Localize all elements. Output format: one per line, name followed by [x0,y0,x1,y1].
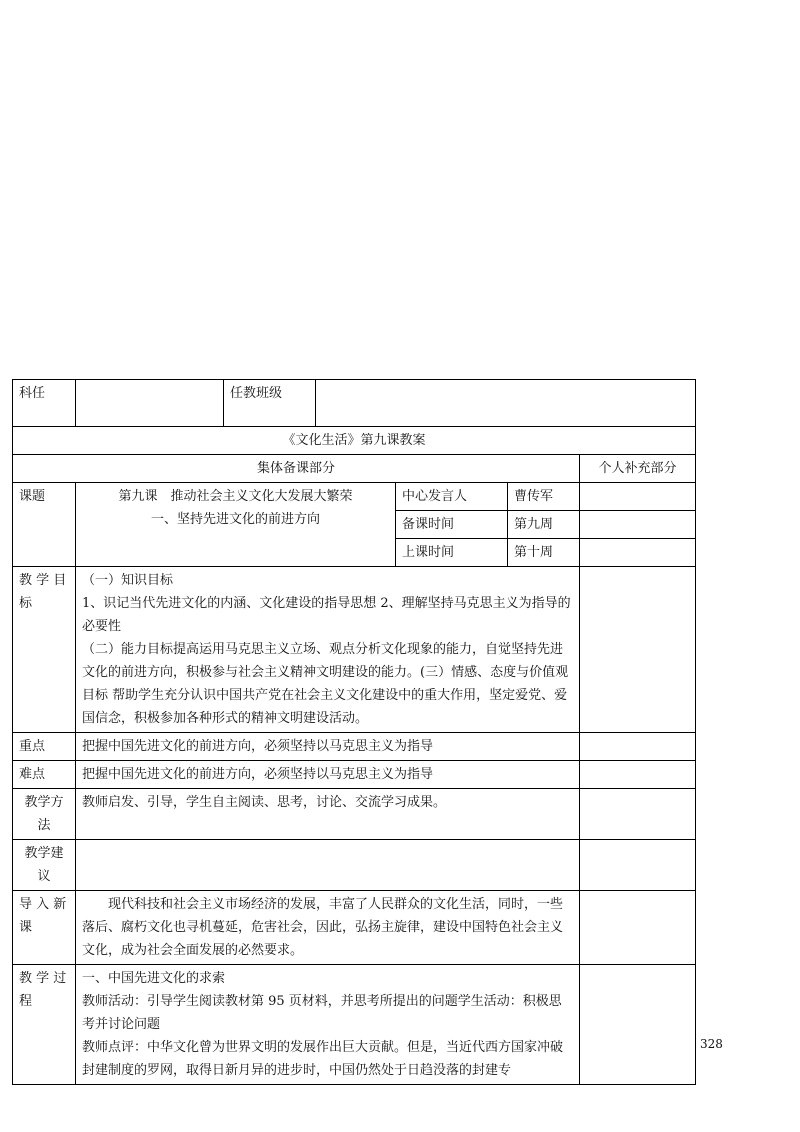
goals-content [76,567,580,733]
method-content: 教师启发、引导，学生自主阅读、思考，讨论、交流学习成果。 [76,789,580,840]
class-time-note [580,539,696,567]
suggestion-label: 教学建议 [13,840,76,891]
difficulty-label: 难点 [13,761,76,789]
topic-line: 一、坚持先进文化的前进方向 [150,512,320,527]
intro-label: 导 入 新 课 [13,891,76,965]
title-row [13,427,696,455]
speaker-value: 曹传军 [508,483,580,511]
difficulty-row [13,761,696,789]
intro-row [13,891,696,965]
key-note [580,733,696,761]
class-time-value: 第十周 [508,539,580,567]
goals-line: （二）能力目标提高运用马克思主义立场、观点分析文化现象的能力，自觉坚持先进文化的前进方向，积极参与社会主义精神文明建设的能力。(三）情感、态度与价值观目标 帮助学生充分认识中国共产党在社会主义文化建设中的重大作用，坚定爱党、爱国信念，积极参加各种形式的精神文明建设活动。 [82,642,569,726]
topic-label: 课题 [13,483,76,567]
suggestion-content [76,840,580,891]
method-row [13,789,696,840]
suggestion-row [13,840,696,891]
prep-time-note [580,511,696,539]
process-line: 一、中国先进文化的求索 [82,971,226,986]
prep-time-label: 备课时间 [396,511,508,539]
class-time-label: 上课时间 [396,539,508,567]
difficulty-note [580,761,696,789]
process-content [76,965,580,1085]
goals-line: 1、识记当代先进文化的内涵、文化建设的指导思想 2、理解坚持马克思主义为指导的必要性 [82,596,571,634]
prep-time-value: 第九周 [508,511,580,539]
intro-note [580,891,696,965]
key-row [13,733,696,761]
class-label: 任教班级 [224,380,316,427]
subject-label: 科任 [13,380,76,427]
lesson-title: 《文化生活》第九课教案 [13,427,696,455]
difficulty-content: 把握中国先进文化的前进方向，必须坚持以马克思主义为指导 [76,761,580,789]
personal-section-label: 个人补充部分 [580,455,696,483]
goals-note [580,567,696,733]
goals-label: 教 学 目 标 [13,567,76,733]
class-value [316,380,696,427]
key-label: 重点 [13,733,76,761]
goals-line: （一）知识目标 [82,573,174,588]
speaker-note [580,483,696,511]
process-note [580,965,696,1085]
process-line: 教师点评：中华文化曾为世界文明的发展作出巨大贡献。但是，当近代西方国家冲破封建制度的罗网，取得日新月异的进步时，中国仍然处于日趋没落的封建专 [82,1040,564,1078]
page-number: 328 [700,1037,723,1051]
collective-section-label: 集体备课部分 [13,455,580,483]
process-line: 教师活动：引导学生阅读教材第 95 页材料，并思考所提出的问题学生活动：积极思考并讨论问题 [82,994,562,1032]
subject-value [76,380,224,427]
lesson-plan-table [12,379,696,1085]
suggestion-note [580,840,696,891]
topic-row [13,483,696,511]
speaker-label: 中心发言人 [396,483,508,511]
topic-line: 第九课 推动社会主义文化大发展大繁荣 [118,489,353,504]
process-row [13,965,696,1085]
method-note [580,789,696,840]
intro-content: 现代科技和社会主义市场经济的发展，丰富了人民群众的文化生活，同时，一些落后、腐朽文化也寻机蔓延，危害社会，因此，弘扬主旋律，建设中国特色社会主义文化，成为社会全面发展的必然要求。 [76,891,580,965]
header-row [13,380,696,427]
key-content: 把握中国先进文化的前进方向，必须坚持以马克思主义为指导 [76,733,580,761]
section-row [13,455,696,483]
method-label: 教学方法 [13,789,76,840]
process-label: 教 学 过 程 [13,965,76,1085]
goals-row [13,567,696,733]
topic-text [76,483,396,567]
